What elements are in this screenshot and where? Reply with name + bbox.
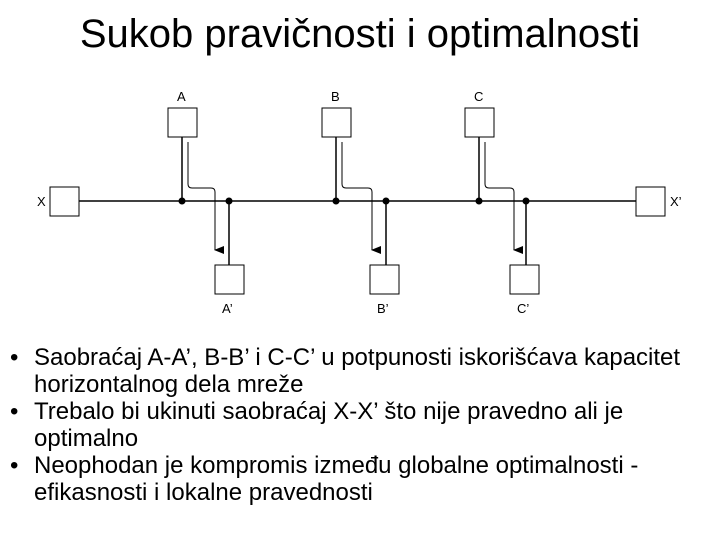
node-x-prime-label: X’: [670, 194, 682, 209]
flow-arrow-a: [188, 142, 215, 250]
bullet-text: Trebalo bi ukinuti saobraćaj X-X’ što nije pravedno ali je optimalno: [34, 398, 624, 452]
bullet-marker: •: [10, 344, 19, 371]
network-diagram: [0, 70, 720, 330]
junction-a-1: [179, 198, 186, 205]
node-a-prime-label: A’: [222, 301, 233, 316]
junction-b-1: [333, 198, 340, 205]
slide-title: Sukob pravičnosti i optimalnosti: [79, 12, 641, 56]
bullet-marker: •: [10, 452, 19, 479]
junction-a-2: [226, 198, 233, 205]
node-a: [168, 108, 197, 137]
flow-arrow-b: [342, 142, 372, 250]
bullet-text: Neophodan je kompromis između globalne optimalnosti - efikasnosti i lokalne pravednosti: [34, 452, 639, 506]
bullet-list: [10, 344, 710, 506]
bullet-item: [10, 452, 710, 506]
node-b-prime-label: B’: [377, 301, 389, 316]
junction-c-1: [476, 198, 483, 205]
node-c-prime: [510, 265, 539, 294]
group-b: [322, 89, 399, 316]
node-x-label: X: [37, 194, 46, 209]
bullet-marker: •: [10, 398, 19, 425]
node-x-prime: [636, 187, 665, 216]
bullet-text: Saobraćaj A-A’, B-B’ i C-C’ u potpunosti iskorišćava kapacitet horizontalnog dela mreže: [34, 344, 681, 398]
junction-b-2: [383, 198, 390, 205]
group-c: [465, 89, 539, 316]
node-x: [50, 187, 79, 216]
node-c-label: C: [474, 89, 484, 104]
node-a-label: A: [177, 89, 186, 104]
node-b: [322, 108, 351, 137]
node-c: [465, 108, 494, 137]
node-a-prime: [215, 265, 244, 294]
junction-c-2: [523, 198, 530, 205]
node-c-prime-label: C’: [517, 301, 530, 316]
group-a: [168, 89, 244, 316]
bullet-item: [10, 344, 710, 398]
flow-arrow-c: [485, 142, 514, 250]
node-b-prime: [370, 265, 399, 294]
bullet-item: [10, 398, 710, 452]
node-b-label: B: [331, 89, 340, 104]
